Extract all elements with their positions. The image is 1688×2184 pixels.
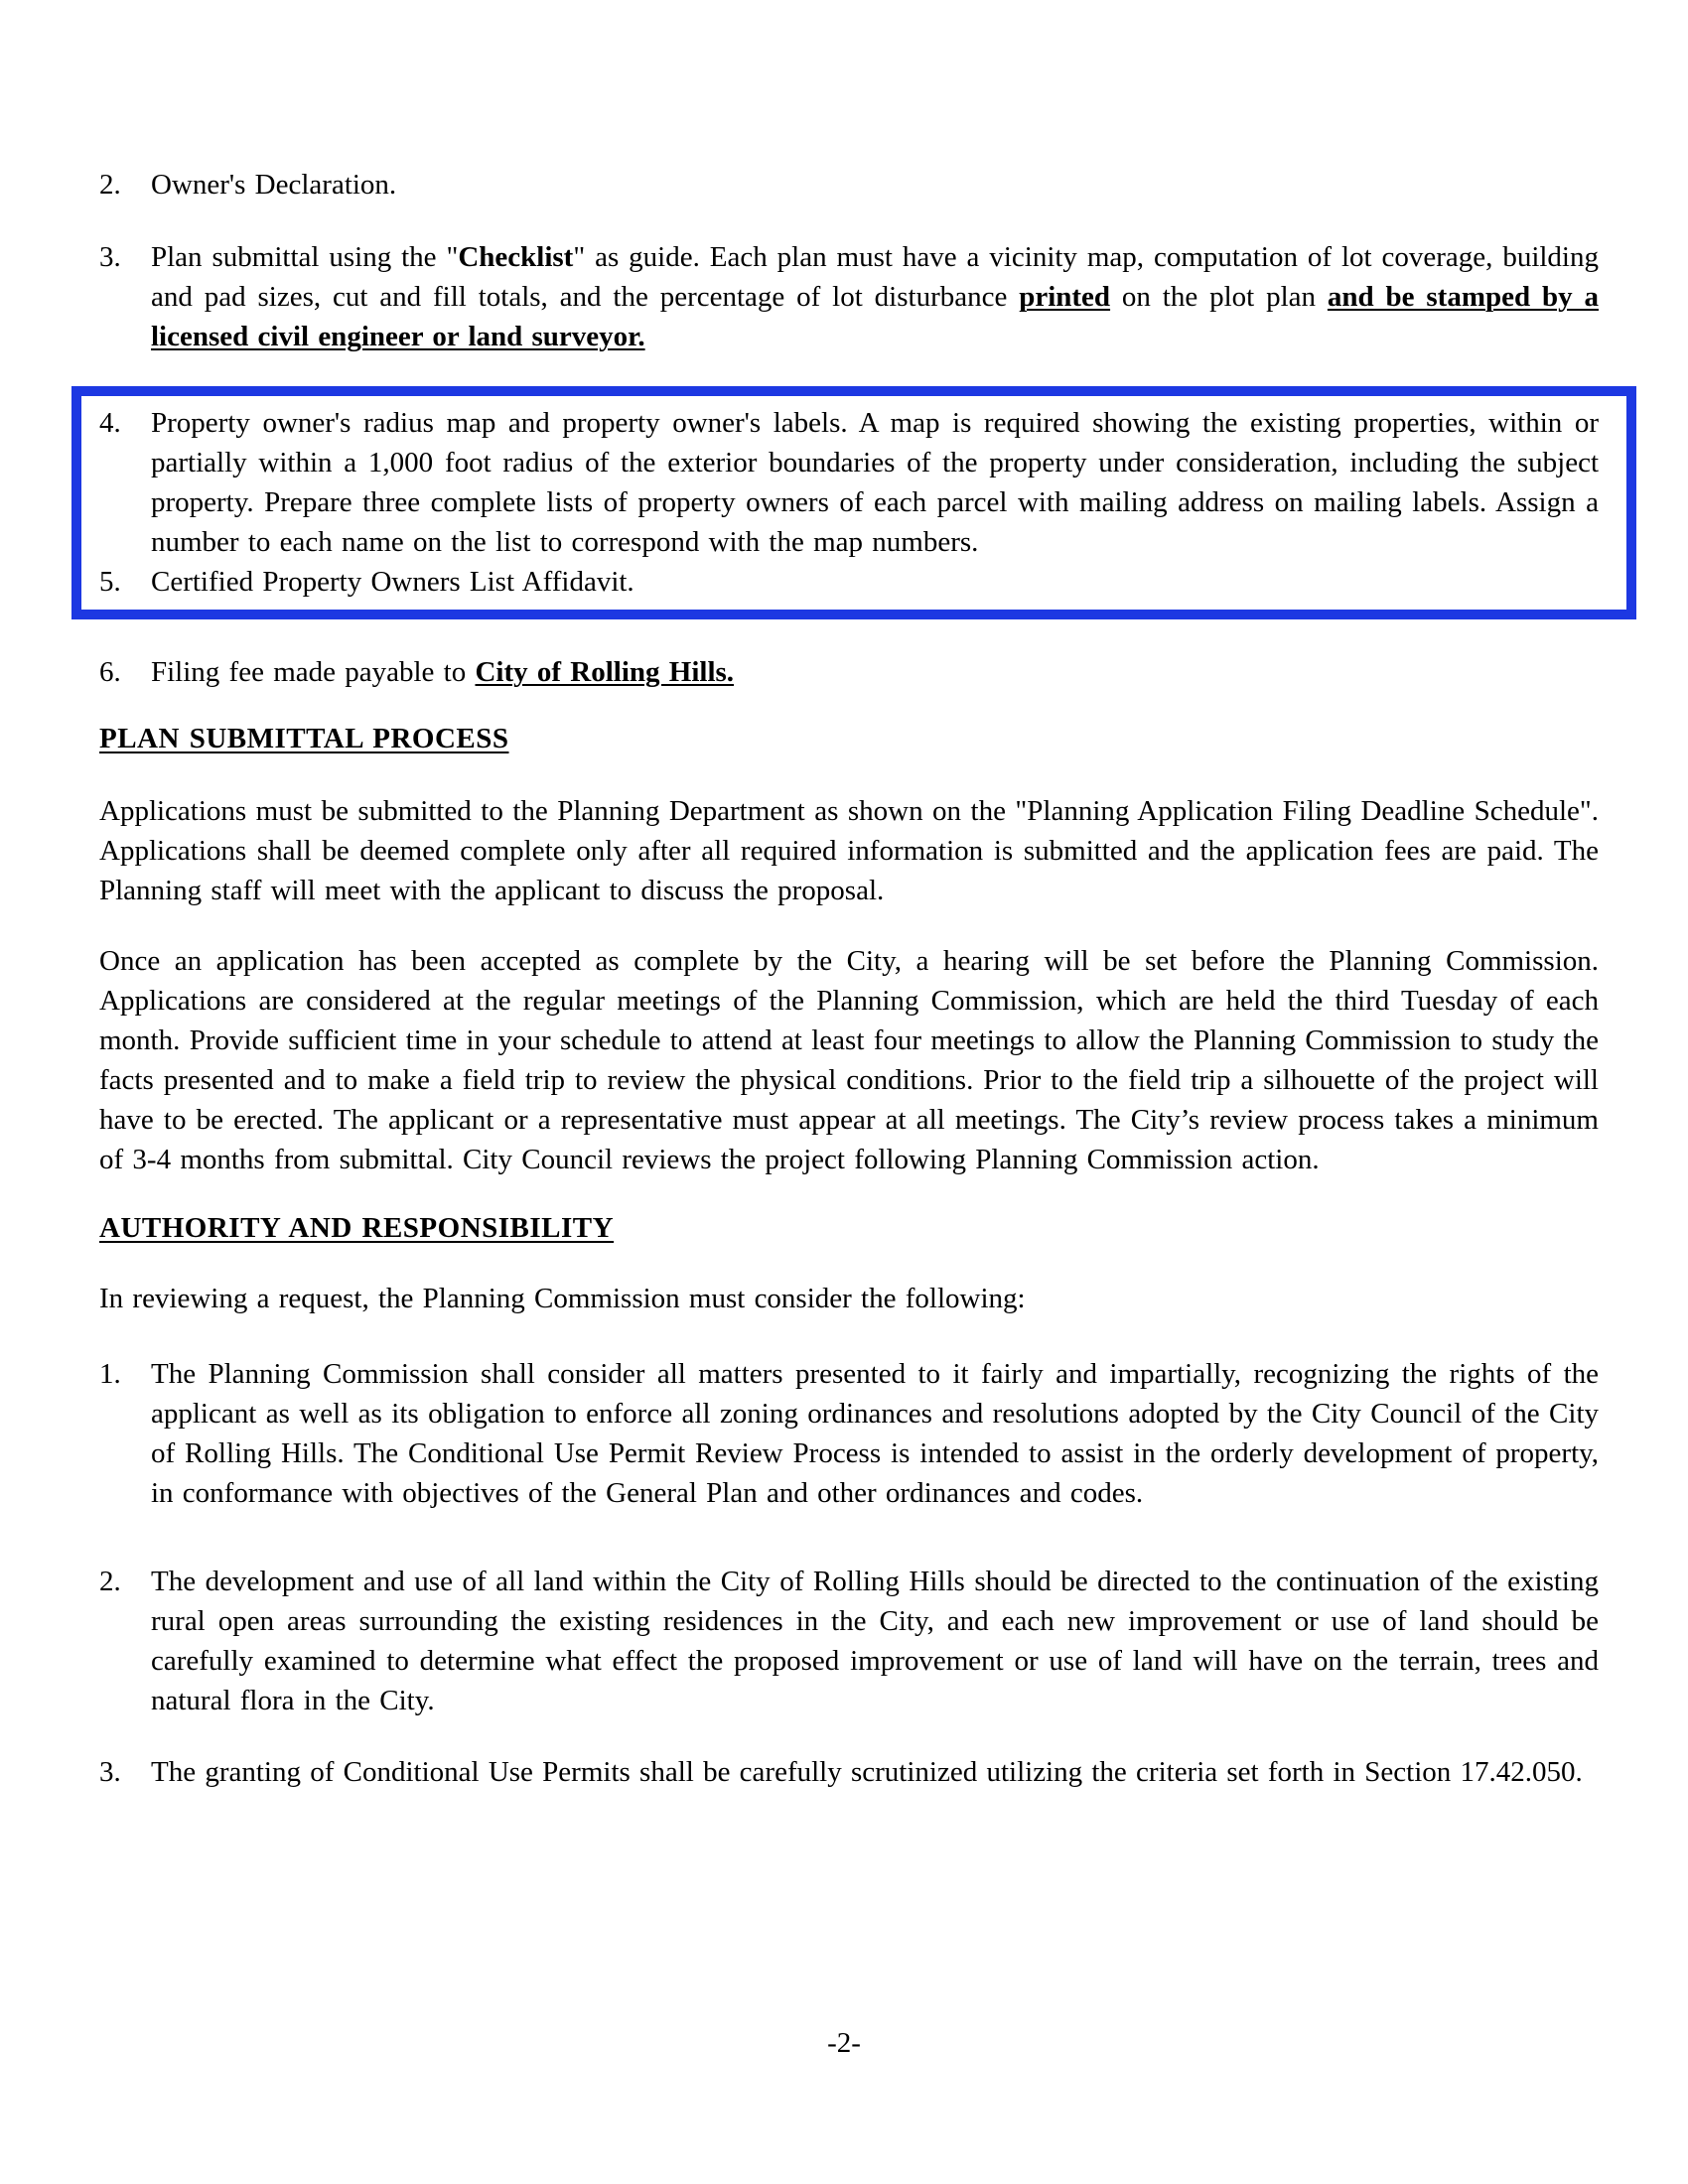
list-item-text: The Planning Commission shall consider all matters presented to it fairly and impartially, recognizing the rights of the applicant as well as its obligation to enforce all zoning ordinances and resolutions adopted by the City Council of the City of Rolling Hills. The Conditional Use Permit Review Process is intended to assist in the orderly development of property, in conformance with objectives of the General Plan and other ordinances and codes.: [151, 1358, 1599, 1509]
list-number: 2.: [99, 1566, 121, 1597]
authority-item-1: [99, 1354, 1599, 1513]
highlight-box: [71, 386, 1636, 619]
list-item-text: Plan submittal using the "Checklist" as guide. Each plan must have a vicinity map, computation of lot coverage, building and pad sizes, cut and fill totals, and the percentage of lot disturbance printed on the plot plan and be stamped by a licensed civil engineer or land surveyor.: [151, 241, 1599, 352]
list-number: 4.: [99, 407, 121, 439]
checklist-item-6: [99, 652, 1599, 692]
list-item-text: Filing fee made payable to City of Rolling Hills.: [151, 656, 735, 688]
paragraph-application-submittal: Applications must be submitted to the Planning Department as shown on the "Planning Application Filing Deadline Schedule". Applications shall be deemed complete only after all required information is submitted and the application fees are paid. The Planning staff will meet with the applicant to discuss the proposal.: [99, 795, 1599, 906]
list-number: 3.: [99, 241, 121, 273]
list-number: 6.: [99, 656, 121, 688]
list-item-text: The granting of Conditional Use Permits shall be carefully scrutinized utilizing the criteria set forth in Section 17.42.050.: [151, 1756, 1583, 1788]
section-heading-plan-submittal-process: PLAN SUBMITTAL PROCESS: [99, 723, 509, 754]
list-number: 5.: [99, 566, 121, 598]
list-number: 3.: [99, 1756, 121, 1788]
list-item-text: The development and use of all land within the City of Rolling Hills should be directed to the continuation of the existing rural open areas surrounding the existing residences in the City, and each new improvement or use of land should be carefully examined to determine what effect the proposed improvement or use of land will have on the terrain, trees and natural flora in the City.: [151, 1566, 1599, 1716]
authority-item-3: [99, 1752, 1599, 1792]
paragraph-hearing-process: Once an application has been accepted as complete by the City, a hearing will be set before the Planning Commission. Applications are considered at the regular meetings of the Planning Commission, which are held the third Tuesday of each month. Provide sufficient time in your schedule to attend at least four meetings to allow the Planning Commission to study the facts presented and to make a field trip to review the physical conditions. Prior to the field trip a silhouette of the project will have to be erected. The applicant or a representative must appear at all meetings. The City’s review process takes a minimum of 3-4 months from submittal. City Council reviews the project following Planning Commission action.: [99, 945, 1599, 1175]
checklist-item-5: [99, 562, 1599, 602]
authority-item-2: [99, 1562, 1599, 1720]
list-item-text: Certified Property Owners List Affidavit.: [151, 566, 634, 598]
checklist-item-2: [99, 165, 1599, 205]
list-item-text: Property owner's radius map and property owner's labels. A map is required showing the existing properties, within or partially within a 1,000 foot radius of the exterior boundaries of the property under consideration, including the subject property. Prepare three complete lists of property owners of each parcel with mailing address on mailing labels. Assign a number to each name on the list to correspond with the map numbers.: [151, 407, 1599, 558]
page-number: -2-: [827, 2027, 861, 2059]
list-number: 1.: [99, 1358, 121, 1390]
list-item-text: Owner's Declaration.: [151, 169, 397, 201]
list-number: 2.: [99, 169, 121, 201]
checklist-item-3: [99, 237, 1599, 356]
section-heading-authority-responsibility: AUTHORITY AND RESPONSIBILITY: [99, 1212, 615, 1244]
checklist-item-4: [99, 403, 1599, 562]
paragraph-authority-intro: In reviewing a request, the Planning Commission must consider the following:: [99, 1283, 1026, 1314]
